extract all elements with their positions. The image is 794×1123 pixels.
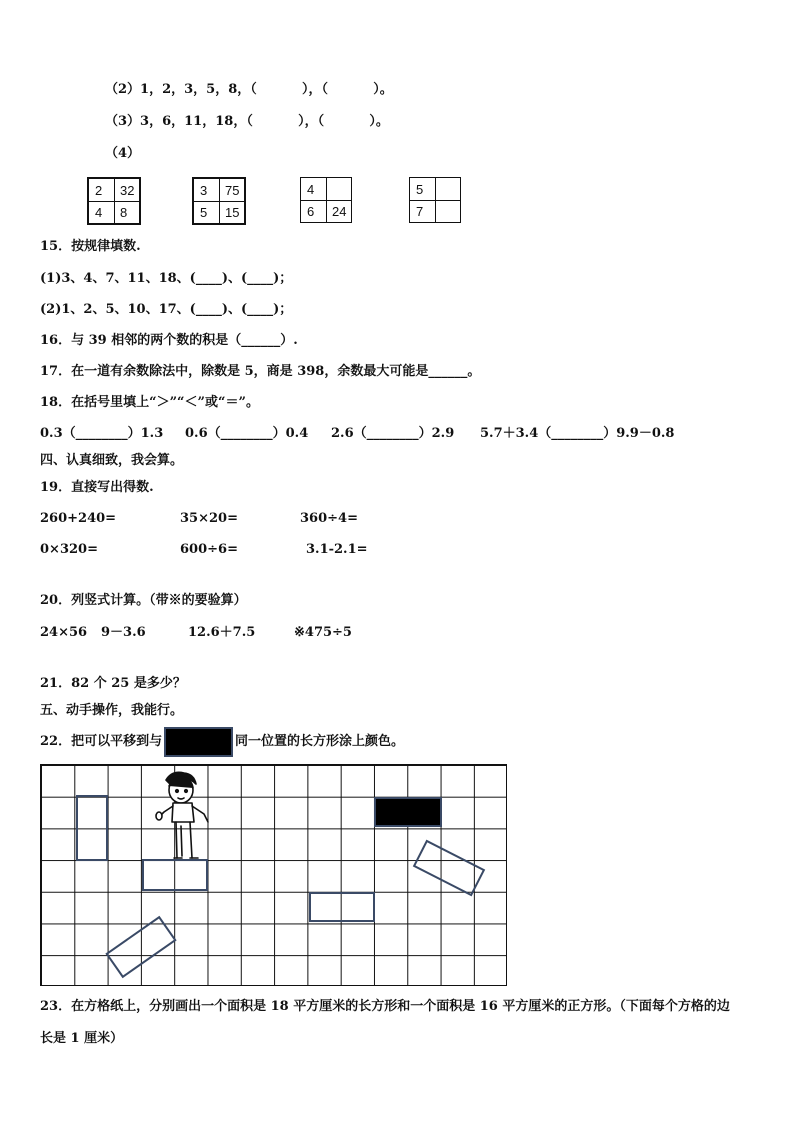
box-cell: 24 [332,203,347,219]
grid-rectangle [76,795,108,861]
q19-expr: 600÷6= [180,542,238,557]
q20-item: 12.6＋7.5 [188,625,256,640]
q20-item: 24×56 [40,625,88,640]
box-cell: 15 [225,204,240,220]
box-cell: 5 [200,204,208,220]
q18-item-1: 0.3（________）1.3 [40,426,164,441]
grid-rectangle [142,859,208,891]
q19-title: 19．直接写出得数. [40,480,154,495]
number-box-1 [87,177,141,225]
box-cell [435,178,460,200]
q14-line-3: （3）3，6，11，18，（ ），（ ）。 [105,114,389,129]
box-cell: 5 [416,181,424,197]
box-cell: 32 [120,182,135,198]
q19-expr: 0×320= [40,542,98,557]
target-rectangle [374,797,442,827]
q22-text-end: 同一位置的长方形涂上颜色。 [235,734,405,749]
boy-illustration-icon [150,770,222,862]
q19-expr: 360÷4= [300,511,358,526]
box-cell: 3 [200,182,208,198]
box-cell [326,178,351,200]
q18-title: 18．在括号里填上“＞”“＜”或“＝”。 [40,395,259,410]
section-5-heading: 五、动手操作，我能行。 [40,703,184,718]
q18-item-3: 2.6（________）2.9 [331,426,455,441]
section-4-heading: 四、认真细致，我会算。 [40,453,184,468]
q23-line-1: 23．在方格纸上，分别画出一个面积是 18 平方厘米的长方形和一个面积是 16 平方厘米的正方形。（下面每个方格的边 [40,999,730,1014]
q15-line-2: (2)1、2、5、10、17、(____)、(____)； [40,302,293,317]
box-cell: 6 [307,203,315,219]
q22-text-start: 22．把可以平移到与 [40,734,163,749]
q23-line-2: 长是 1 厘米） [40,1031,124,1046]
q19-expr: 260+240= [40,511,117,526]
box-cell [435,200,460,222]
number-box-3 [300,177,352,223]
q19-expr: 3.1-2.1= [306,542,368,557]
number-box-4 [409,177,461,223]
q20-item: ※475÷5 [294,625,352,640]
box-cell: 4 [307,181,315,197]
q17: 17．在一道有余数除法中，除数是 5，商是 398，余数最大可能是______。 [40,364,481,379]
q15-line-1: (1)3、4、7、11、18、(____)、(____)； [40,271,293,286]
box-cell: 4 [95,204,103,220]
q18-item-2: 0.6（________）0.4 [185,426,309,441]
target-rectangle-sample [164,727,233,757]
box-cell: 7 [416,203,424,219]
q14-line-4: （4） [105,146,141,161]
grid-rectangle [309,892,375,922]
q20-item: 9－3.6 [101,625,146,640]
box-cell: 75 [225,182,240,198]
box-cell: 2 [95,182,103,198]
q18-item-4: 5.7＋3.4（________）9.9－0.8 [480,426,675,441]
number-box-2 [192,177,246,225]
q20-title: 20．列竖式计算。（带※的要验算） [40,593,247,608]
q15-title: 15．按规律填数. [40,239,141,254]
q21: 21．82 个 25 是多少？ [40,676,186,691]
q14-line-2: （2）1，2，3，5，8，（ ），（ ）。 [105,82,393,97]
q19-expr: 35×20= [180,511,238,526]
q16: 16．与 39 相邻的两个数的积是（______）. [40,333,298,348]
box-cell: 8 [120,204,128,220]
